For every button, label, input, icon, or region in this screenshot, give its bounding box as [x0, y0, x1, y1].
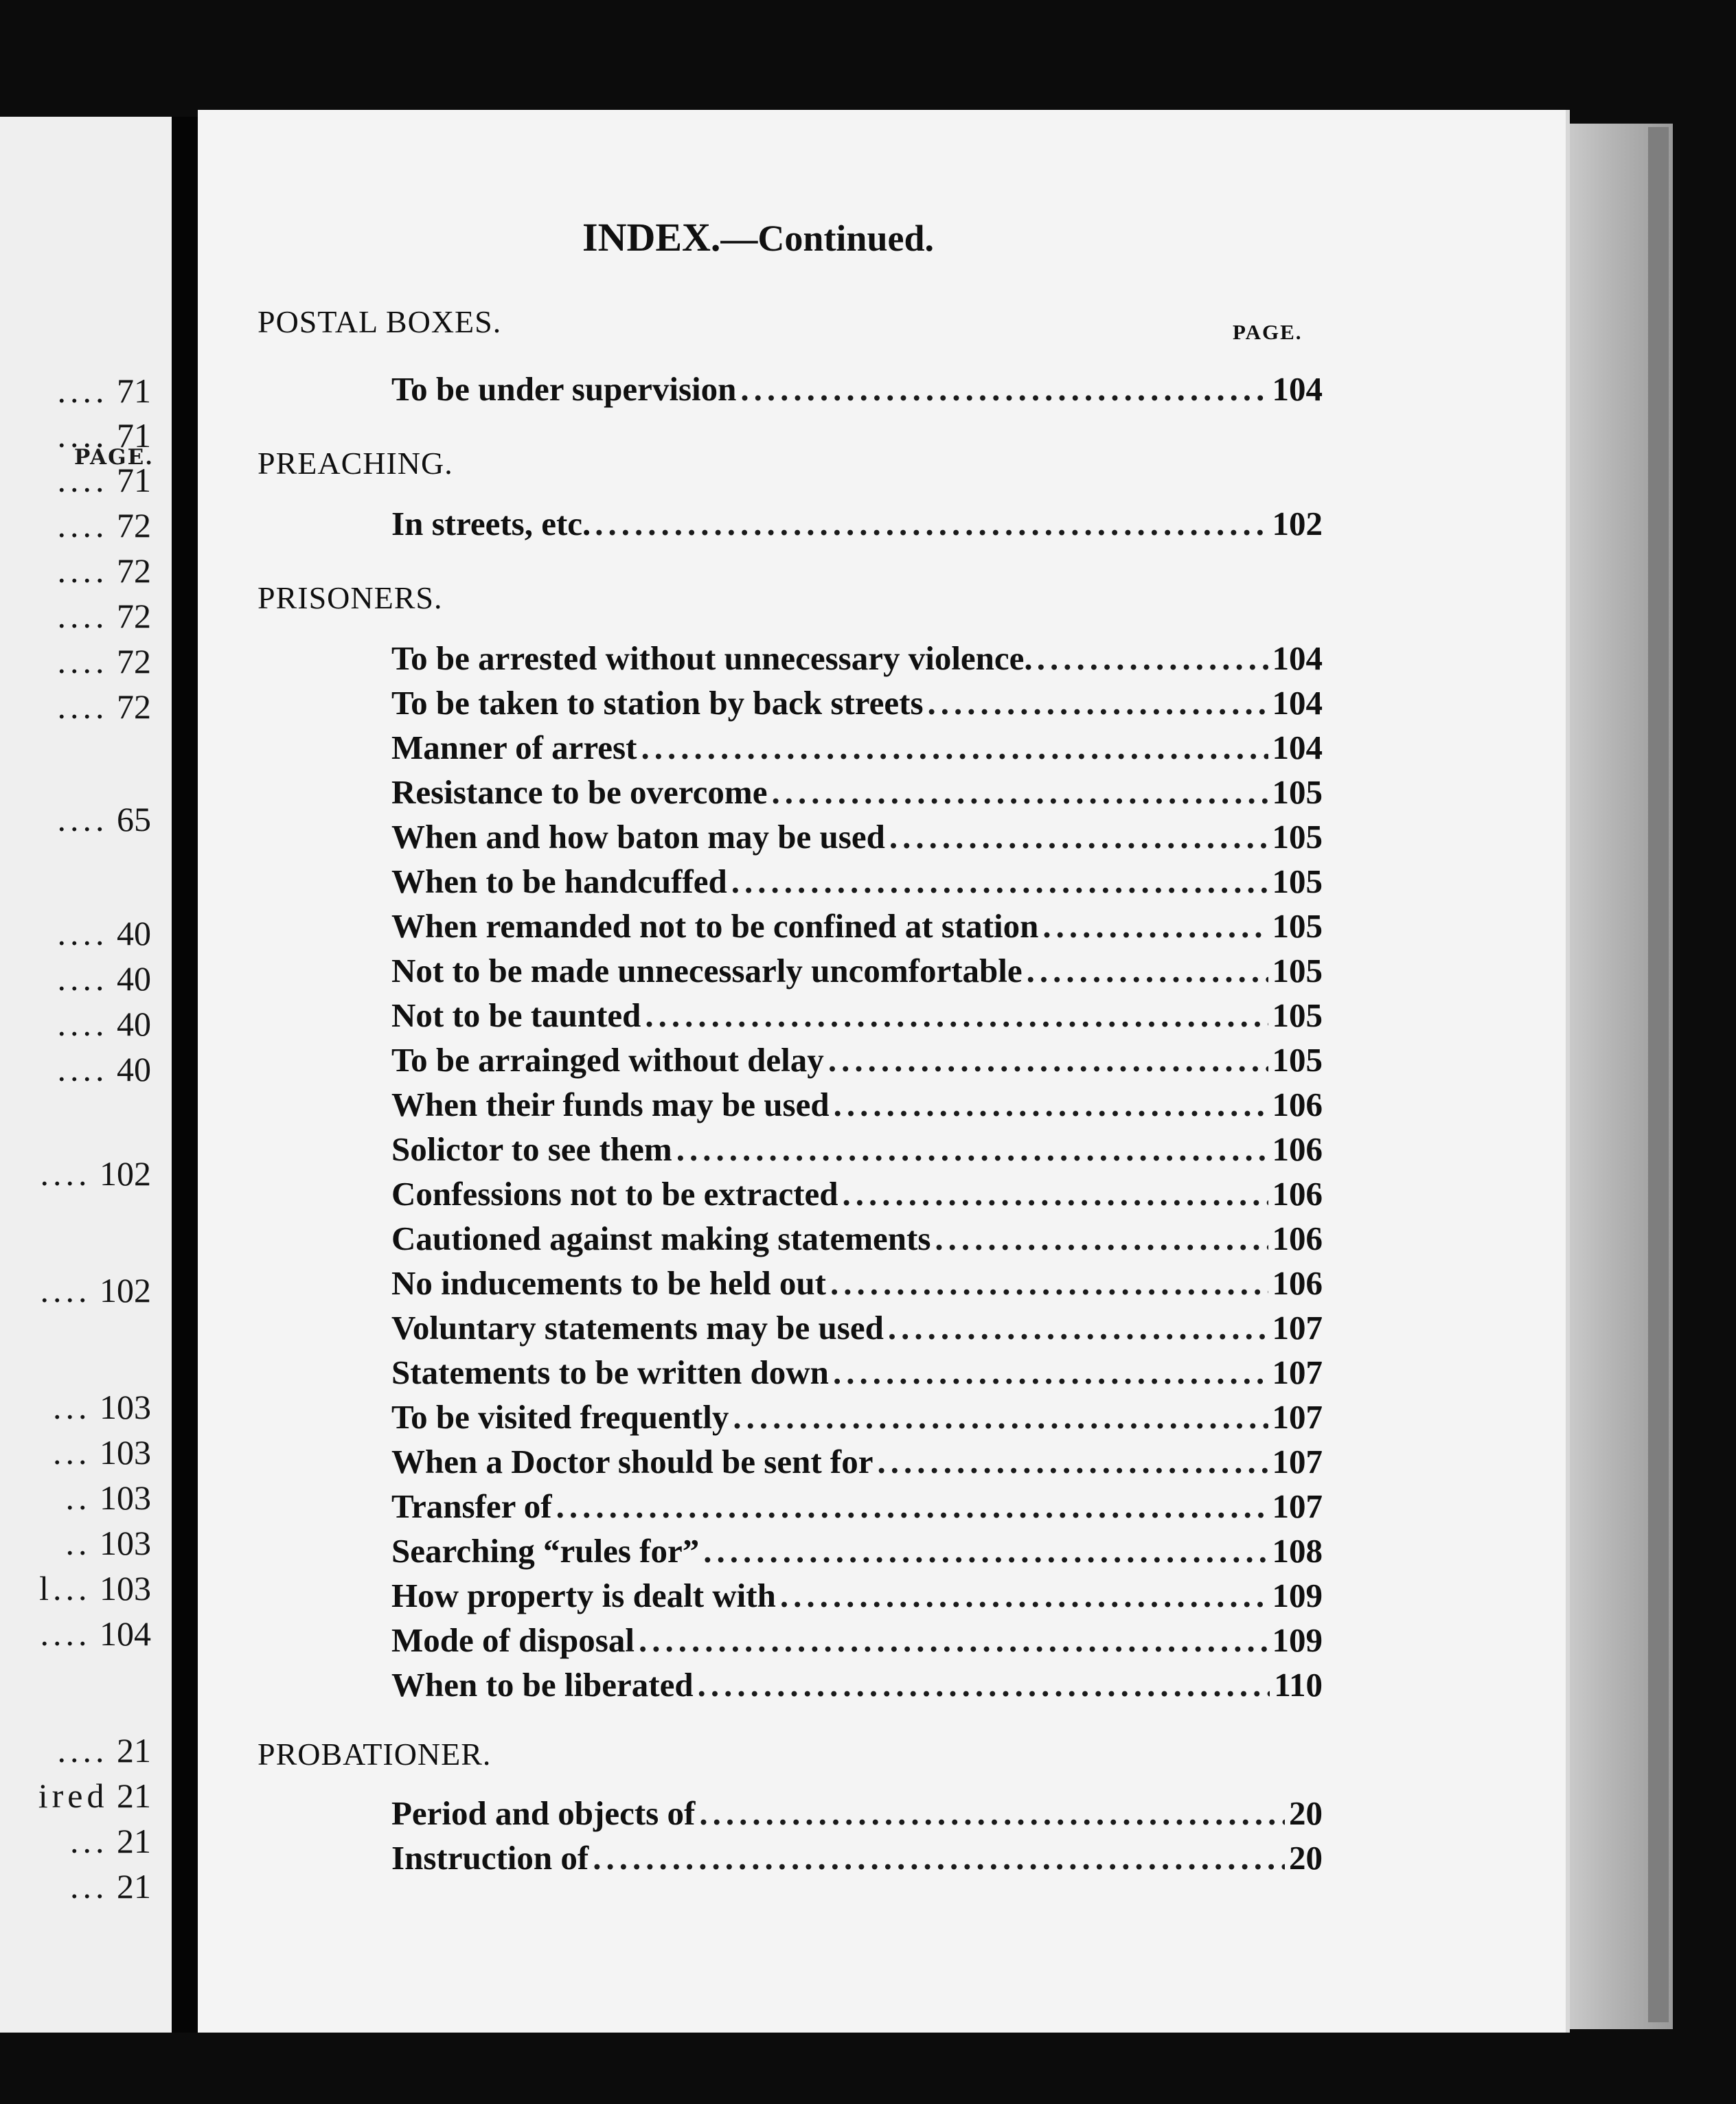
left-page-entry	[58, 371, 152, 411]
dot-leader	[843, 1174, 1268, 1213]
title-main: INDEX.	[582, 215, 721, 260]
left-entry-text: ....	[57, 800, 108, 838]
entry-label: Statements to be written down	[391, 1353, 829, 1391]
index-entry	[391, 1174, 1323, 1217]
index-entry	[391, 1442, 1323, 1485]
left-page-entry	[41, 1614, 152, 1654]
dot-leader	[780, 1576, 1268, 1615]
entry-page-number: 106	[1272, 1175, 1323, 1213]
entry-page-number: 102	[1272, 505, 1323, 542]
index-entry	[391, 1040, 1323, 1083]
entry-label: Not to be taunted	[391, 996, 641, 1034]
section-heading: POSTAL BOXES.	[258, 304, 502, 339]
entry-page-number: 105	[1272, 773, 1323, 811]
entry-label: Transfer of	[391, 1487, 552, 1525]
left-page-entry	[39, 1568, 151, 1608]
left-entry-text: ....	[57, 371, 108, 410]
index-entry	[391, 951, 1323, 994]
left-entry-page: 72	[117, 687, 151, 726]
left-entry-page: 40	[117, 959, 151, 998]
left-entry-text: ....	[57, 416, 108, 455]
dot-leader	[698, 1665, 1270, 1704]
entry-page-number: 20	[1289, 1794, 1323, 1832]
left-page-entry	[58, 687, 152, 727]
left-page-entry	[41, 1154, 152, 1193]
left-entry-text: ....	[57, 959, 108, 998]
entry-page-number: 107	[1272, 1353, 1323, 1391]
left-entry-page: 102	[100, 1271, 151, 1310]
index-entry	[391, 1665, 1323, 1708]
entry-page-number: 107	[1272, 1443, 1323, 1480]
left-page-entry	[66, 1523, 152, 1563]
dot-leader	[1037, 639, 1268, 678]
section-heading: PREACHING.	[258, 446, 453, 481]
entry-page-number: 108	[1272, 1532, 1323, 1570]
entry-page-number: 105	[1272, 907, 1323, 945]
dot-leader	[830, 1263, 1268, 1303]
entry-page-number: 104	[1272, 729, 1323, 766]
left-page-entry	[58, 460, 152, 500]
left-entry-text: ...	[53, 1433, 91, 1472]
entry-page-number: 105	[1272, 1041, 1323, 1079]
index-entry	[391, 996, 1323, 1038]
left-entry-page: 103	[100, 1388, 151, 1426]
entry-label: No inducements to be held out	[391, 1264, 826, 1302]
left-entry-text: ..	[65, 1524, 91, 1562]
entry-page-number: 20	[1289, 1839, 1323, 1877]
left-page-entry	[53, 1432, 151, 1472]
left-entry-text: ....	[57, 1005, 108, 1043]
index-entry	[391, 1838, 1323, 1881]
dot-leader	[935, 1219, 1268, 1258]
left-page-entry	[58, 641, 152, 681]
entry-label: Searching “rules for”	[391, 1532, 700, 1570]
entry-label: In streets, etc.	[391, 505, 591, 542]
entry-page-number: 107	[1272, 1487, 1323, 1525]
left-entry-text: ....	[40, 1271, 91, 1310]
left-entry-text: ired	[38, 1776, 108, 1815]
left-entry-page: 104	[100, 1614, 151, 1653]
dot-leader	[928, 683, 1268, 722]
entry-label: Mode of disposal	[391, 1621, 635, 1659]
entry-page-number: 104	[1272, 370, 1323, 408]
left-entry-page: 72	[117, 642, 151, 681]
index-entry	[391, 1353, 1323, 1395]
index-entry	[391, 906, 1323, 949]
left-page-entry	[58, 415, 152, 455]
left-entry-page: 71	[117, 461, 151, 499]
entry-page-number: 105	[1272, 996, 1323, 1034]
index-entry	[391, 1487, 1323, 1529]
dot-leader	[740, 369, 1268, 409]
left-entry-text: ....	[57, 597, 108, 635]
entry-page-number: 106	[1272, 1130, 1323, 1168]
index-entry	[391, 639, 1323, 681]
entry-label: Instruction of	[391, 1839, 589, 1877]
section-heading: PROBATIONER.	[258, 1737, 492, 1772]
entry-page-number: 109	[1272, 1621, 1323, 1659]
left-entry-text: l...	[39, 1569, 91, 1608]
entry-label: To be under supervision	[391, 370, 737, 408]
left-entry-text: ....	[57, 642, 108, 681]
entry-page-number: 106	[1272, 1264, 1323, 1302]
left-entry-text: ....	[57, 914, 108, 952]
index-entry	[391, 504, 1323, 547]
entry-label: Not to be made unnecessarly uncomfortable	[391, 952, 1023, 990]
dot-leader	[676, 1130, 1268, 1169]
dot-leader	[593, 1838, 1285, 1877]
dot-leader	[641, 728, 1268, 767]
left-page-entry	[58, 959, 152, 998]
dot-leader	[556, 1487, 1268, 1526]
left-entry-page: 40	[117, 1005, 151, 1043]
left-entry-page: 103	[100, 1569, 151, 1608]
left-page-entry	[41, 1270, 152, 1310]
index-entry	[391, 1308, 1323, 1351]
left-page-entry	[58, 1730, 152, 1770]
left-entry-text: ..	[65, 1478, 91, 1517]
index-entry	[391, 1397, 1323, 1440]
entry-page-number: 107	[1272, 1398, 1323, 1436]
entry-label: Cautioned against making statements	[391, 1220, 931, 1257]
dot-leader	[595, 504, 1268, 543]
left-entry-text: ...	[70, 1867, 108, 1906]
entry-label: When remanded not to be confined at station	[391, 907, 1039, 945]
dot-leader	[733, 1397, 1268, 1437]
title-suffix: —Continued.	[720, 218, 935, 259]
index-entry	[391, 1130, 1323, 1172]
dot-leader	[889, 817, 1268, 856]
index-entry	[391, 773, 1323, 815]
entry-page-number: 105	[1272, 818, 1323, 856]
dot-leader	[877, 1442, 1268, 1481]
dot-leader	[703, 1531, 1268, 1570]
left-entry-page: 40	[117, 1050, 151, 1088]
entry-label: To be arrainged without delay	[391, 1041, 824, 1079]
left-entry-text: ....	[57, 1050, 108, 1088]
left-page-entry	[58, 799, 152, 839]
index-entry	[391, 817, 1323, 860]
entry-label: Manner of arrest	[391, 729, 637, 766]
entry-label: Resistance to be overcome	[391, 773, 768, 811]
entry-label: Confessions not to be extracted	[391, 1175, 838, 1213]
left-entry-page: 71	[117, 416, 151, 455]
index-entry	[391, 1621, 1323, 1663]
entry-label: To be visited frequently	[391, 1398, 729, 1436]
left-entry-text: ....	[57, 1731, 108, 1770]
left-page-entry	[38, 1776, 151, 1816]
index-entry	[391, 1576, 1323, 1619]
left-entry-page: 72	[117, 506, 151, 545]
left-entry-text: ....	[57, 506, 108, 545]
left-entry-page: 72	[117, 551, 151, 590]
dot-leader	[639, 1621, 1268, 1660]
left-entry-text: ....	[57, 551, 108, 590]
left-entry-page: 103	[100, 1524, 151, 1562]
page-title	[582, 214, 934, 260]
index-entry	[391, 862, 1323, 904]
index-entry	[391, 1263, 1323, 1306]
left-page-entry	[66, 1478, 152, 1518]
dot-leader	[888, 1308, 1268, 1347]
entry-page-number: 107	[1272, 1309, 1323, 1347]
entry-label: When to be handcuffed	[391, 862, 727, 900]
entry-page-number: 104	[1272, 684, 1323, 722]
left-entry-text: ....	[57, 687, 108, 726]
dot-leader	[771, 773, 1268, 812]
entry-page-number: 106	[1272, 1220, 1323, 1257]
left-entry-page: 21	[117, 1867, 151, 1906]
left-entry-page: 21	[117, 1822, 151, 1860]
entry-label: To be arrested without unnecessary violence.	[391, 639, 1033, 677]
index-entry	[391, 1531, 1323, 1574]
left-page-entry	[58, 596, 152, 636]
dot-leader	[834, 1085, 1268, 1124]
left-entry-page: 103	[100, 1478, 151, 1517]
left-page-entry	[53, 1387, 151, 1427]
entry-page-number: 110	[1274, 1666, 1323, 1704]
entry-label: When and how baton may be used	[391, 818, 885, 856]
dot-leader	[731, 862, 1268, 901]
left-entry-text: ....	[40, 1154, 91, 1193]
left-page-entry	[58, 1049, 152, 1089]
entry-page-number: 104	[1272, 639, 1323, 677]
index-entry	[391, 1219, 1323, 1261]
entry-page-number: 105	[1272, 862, 1323, 900]
left-page-entry	[58, 1004, 152, 1044]
dot-leader	[833, 1353, 1268, 1392]
left-entry-page: 103	[100, 1433, 151, 1472]
dot-leader	[1027, 951, 1268, 990]
left-entry-text: ....	[40, 1614, 91, 1653]
left-entry-text: ...	[53, 1388, 91, 1426]
index-entry	[391, 1794, 1323, 1836]
left-entry-text: ...	[70, 1822, 108, 1860]
left-entry-page: 71	[117, 371, 151, 410]
left-page-entry	[70, 1821, 151, 1861]
left-entry-text: ....	[57, 461, 108, 499]
dot-leader	[645, 996, 1268, 1035]
left-page-entry	[58, 505, 152, 545]
left-page-entry	[58, 551, 152, 591]
dot-leader	[828, 1040, 1268, 1079]
entry-label: Voluntary statements may be used	[391, 1309, 884, 1347]
left-entry-page: 72	[117, 597, 151, 635]
page-edge-shadow	[1648, 127, 1669, 2022]
index-entry	[391, 728, 1323, 770]
index-entry	[391, 683, 1323, 726]
index-entry	[391, 1085, 1323, 1128]
left-entry-page: 40	[117, 914, 151, 952]
entry-label: How property is dealt with	[391, 1577, 776, 1614]
entry-label: When to be liberated	[391, 1666, 694, 1704]
left-page-entry	[58, 913, 152, 953]
left-page-column-header: PAGE.	[74, 445, 155, 470]
dot-leader	[1042, 906, 1268, 946]
left-entry-page: 65	[117, 800, 151, 838]
entry-label: Solictor to see them	[391, 1130, 672, 1168]
page-column-header: PAGE.	[1233, 320, 1303, 344]
entry-page-number: 109	[1272, 1577, 1323, 1614]
entry-label: When their funds may be used	[391, 1086, 830, 1123]
section-heading: PRISONERS.	[258, 580, 443, 615]
dot-leader	[699, 1794, 1285, 1833]
left-entry-page: 102	[100, 1154, 151, 1193]
entry-label: When a Doctor should be sent for	[391, 1443, 873, 1480]
entry-label: Period and objects of	[391, 1794, 696, 1832]
left-entry-page: 21	[117, 1731, 151, 1770]
left-entry-page: 21	[117, 1776, 151, 1815]
entry-page-number: 105	[1272, 952, 1323, 990]
left-page-entry	[70, 1866, 151, 1906]
index-entry	[391, 369, 1323, 412]
entry-label: To be taken to station by back streets	[391, 684, 924, 722]
entry-page-number: 106	[1272, 1086, 1323, 1123]
